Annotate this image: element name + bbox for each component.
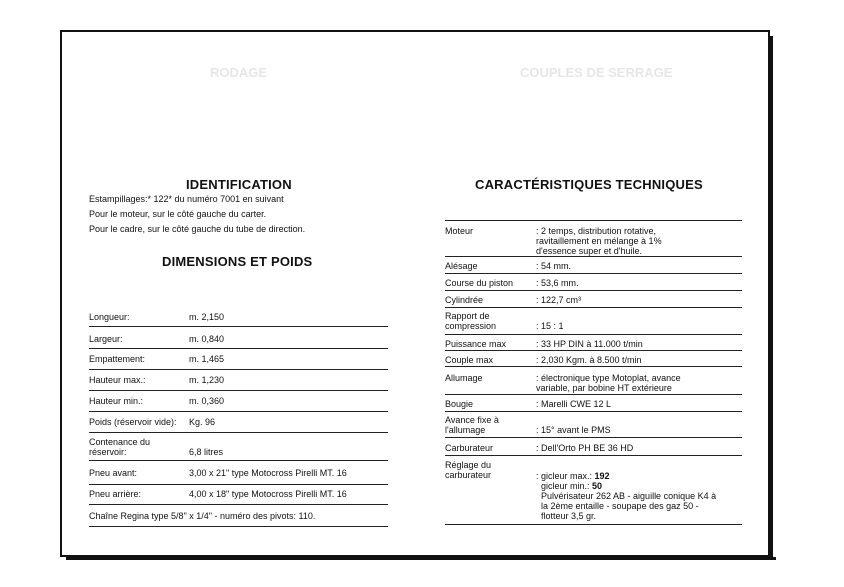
dimension-row [89, 349, 388, 370]
spec-value: : 54 mm. [536, 261, 572, 271]
spec-value: : 2 temps, distribution rotative, ravitaillement en mélange à 1% d'essence super et d'huile. [536, 226, 662, 256]
spec-row [445, 291, 742, 308]
spec-value: : 15 : 1 [536, 321, 564, 331]
spec-row [445, 220, 742, 257]
spec-value: : Marelli CWE 12 L [536, 399, 612, 409]
dimension-value: m. 1,465 [189, 354, 225, 364]
dimension-value: 3,00 x 21" type Motocross Pirelli MT. 16 [189, 468, 347, 478]
spec-value: : électronique type Motoplat, avance variable, par bobine HT extérieure [536, 373, 681, 393]
identification-title: IDENTIFICATION [186, 177, 292, 192]
spec-label: Couple max [445, 355, 494, 365]
spec-label: Avance fixe à l'allumage [445, 415, 499, 435]
spec-label: Moteur [445, 226, 474, 236]
spec-value: : 15° avant le PMS [536, 425, 611, 435]
dimension-row [89, 305, 388, 327]
spec-row [445, 367, 742, 395]
frame-shadow-right [770, 36, 773, 560]
spec-label: Carburateur [445, 443, 494, 453]
dimension-row [89, 391, 388, 412]
dimension-label: Largeur: [89, 334, 123, 344]
spec-row [445, 351, 742, 367]
spec-row [445, 395, 742, 412]
dimension-label: Hauteur max.: [89, 375, 146, 385]
spec-label: Puissance max [445, 339, 507, 349]
carb-tuning-label: Réglage du carburateur [445, 460, 492, 480]
chain-row [89, 505, 388, 527]
identification-line-1: Estampillages:* 122* du numéro 7001 en suivant [89, 194, 284, 204]
dimension-label: Longueur: [89, 312, 130, 322]
dimension-label: Contenance du réservoir: [89, 437, 151, 457]
dimension-row [89, 412, 388, 433]
identification-line-3: Pour le cadre, sur le côté gauche du tube de direction. [89, 224, 306, 234]
spec-label: Rapport de compression [445, 311, 497, 331]
spec-label: Bougie [445, 399, 474, 409]
identification-line-2: Pour le moteur, sur le côté gauche du carter. [89, 209, 267, 219]
dimension-row [89, 461, 388, 485]
dimension-row [89, 327, 388, 349]
spec-row [445, 438, 742, 456]
dimension-label: Empattement: [89, 354, 146, 364]
frame-shadow-bottom [66, 557, 776, 560]
spec-label: Course du piston [445, 278, 514, 288]
spec-label: Cylindrée [445, 295, 484, 305]
bleed-through-rodage: RODAGE [210, 65, 268, 80]
bleed-through-serrage: COUPLES DE SERRAGE [520, 65, 673, 80]
spec-label: Allumage [445, 373, 483, 383]
spec-row [445, 274, 742, 291]
carb-jet-max: : gicleur max.: 192 [536, 471, 610, 481]
carb-jet-min: gicleur min.: 50 [541, 481, 603, 491]
chain-text: Chaîne Regina type 5/8" x 1/4" - numéro des pivots: 110. [89, 511, 316, 521]
spec-value: : 122,7 cm³ [536, 295, 582, 305]
dimension-value: 4,00 x 18" type Motocross Pirelli MT. 16 [189, 489, 347, 499]
carb-details: Pulvérisateur 262 AB - aiguille conique K4 à la 2ème entaille - soupape des gaz 50 - flotteur 3,5 gr. [541, 491, 717, 521]
dimension-label: Poids (réservoir vide): [89, 417, 177, 427]
dimensions-title: DIMENSIONS ET POIDS [162, 254, 313, 269]
carb-tuning-value [536, 471, 721, 521]
spec-row [445, 308, 742, 335]
spec-value: : 33 HP DIN à 11.000 t/min [536, 339, 643, 349]
spec-label: Alésage [445, 261, 478, 271]
dimension-label: Pneu arrière: [89, 489, 142, 499]
carb-tuning-row [445, 456, 742, 525]
spec-row [445, 335, 742, 351]
dimension-label: Hauteur min.: [89, 396, 144, 406]
dimension-row [89, 485, 388, 505]
dimension-row [89, 370, 388, 391]
spec-row [445, 412, 742, 438]
spec-value: : 53,6 mm. [536, 278, 579, 288]
spec-value: : 2,030 Kgm. à 8.500 t/min [536, 355, 642, 365]
dimension-value: m. 0,840 [189, 334, 225, 344]
spec-row [445, 257, 742, 274]
dimension-value: Kg. 96 [189, 417, 216, 427]
dimension-value: m. 1,230 [189, 375, 225, 385]
dimension-value: m. 0,360 [189, 396, 225, 406]
dimension-value: 6,8 litres [189, 447, 224, 457]
specs-title: CARACTÉRISTIQUES TECHNIQUES [475, 177, 703, 192]
spec-value: : Dell'Orto PH BE 36 HD [536, 443, 634, 453]
dimension-value: m. 2,150 [189, 312, 225, 322]
dimension-row [89, 433, 388, 461]
dimension-label: Pneu avant: [89, 468, 138, 478]
